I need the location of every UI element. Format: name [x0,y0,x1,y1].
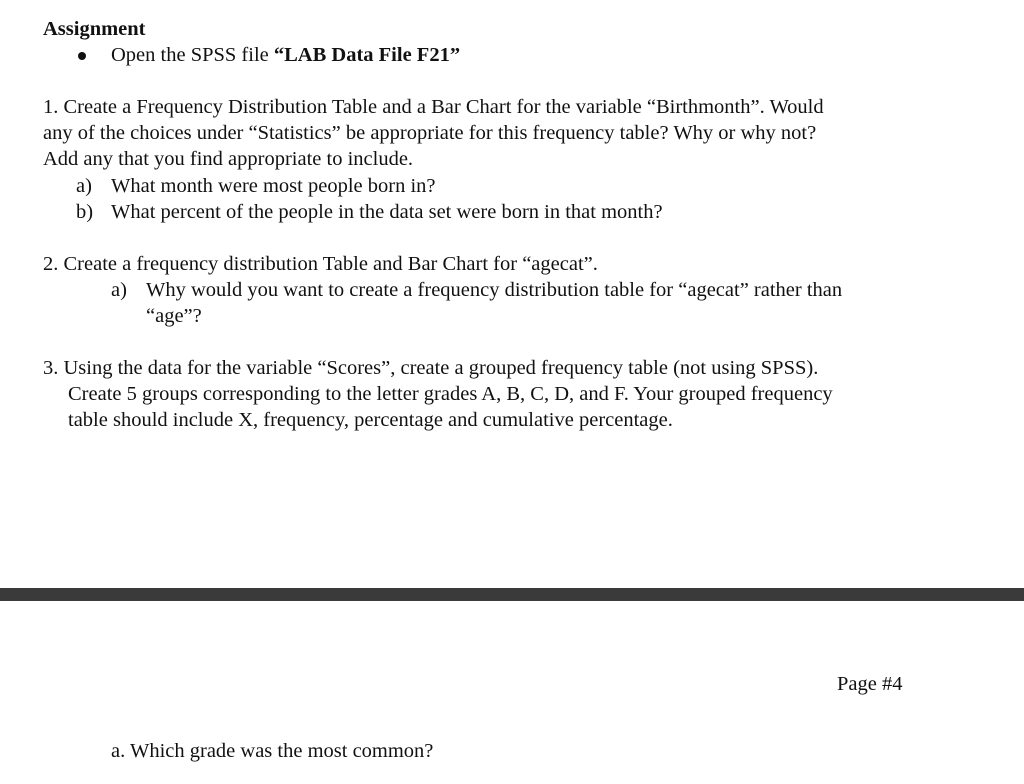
question-3a-text: a. Which grade was the most common? [111,740,434,762]
question-3-line-1: 3. Using the data for the variable “Scores”, create a grouped frequency table (not using SPSS). [43,357,819,379]
question-1a-text: What month were most people born in? [111,175,436,197]
question-1a-marker: a) [76,175,92,197]
page-separator [0,588,1024,601]
question-2a-marker: a) [111,279,127,301]
question-1-line-2: any of the choices under “Statistics” be appropriate for this frequency table? Why or why not? [43,122,817,144]
bullet-item-open-file [111,42,460,68]
question-2a-text-line-1: Why would you want to create a frequency distribution table for “agecat” rather than [146,279,843,301]
bullet-icon [78,52,86,60]
question-3-line-2: Create 5 groups corresponding to the letter grades A, B, C, D, and F. Your grouped frequency [68,383,833,405]
assignment-heading: Assignment [43,18,146,40]
question-1-line-3: Add any that you find appropriate to include. [43,148,414,170]
question-2a-text-line-2: “age”? [146,305,202,327]
spss-filename: “LAB Data File F21” [273,44,461,66]
page-number: Page #4 [837,673,903,695]
question-3-line-3: table should include X, frequency, percentage and cumulative percentage. [68,409,673,431]
bullet-text: Open the SPSS file [111,44,274,66]
question-1b-text: What percent of the people in the data set were born in that month? [111,201,663,223]
question-1-line-1: 1. Create a Frequency Distribution Table and a Bar Chart for the variable “Birthmonth”. Would [43,96,824,118]
question-2-line-1: 2. Create a frequency distribution Table and Bar Chart for “agecat”. [43,253,598,275]
question-1b-marker: b) [76,201,94,223]
